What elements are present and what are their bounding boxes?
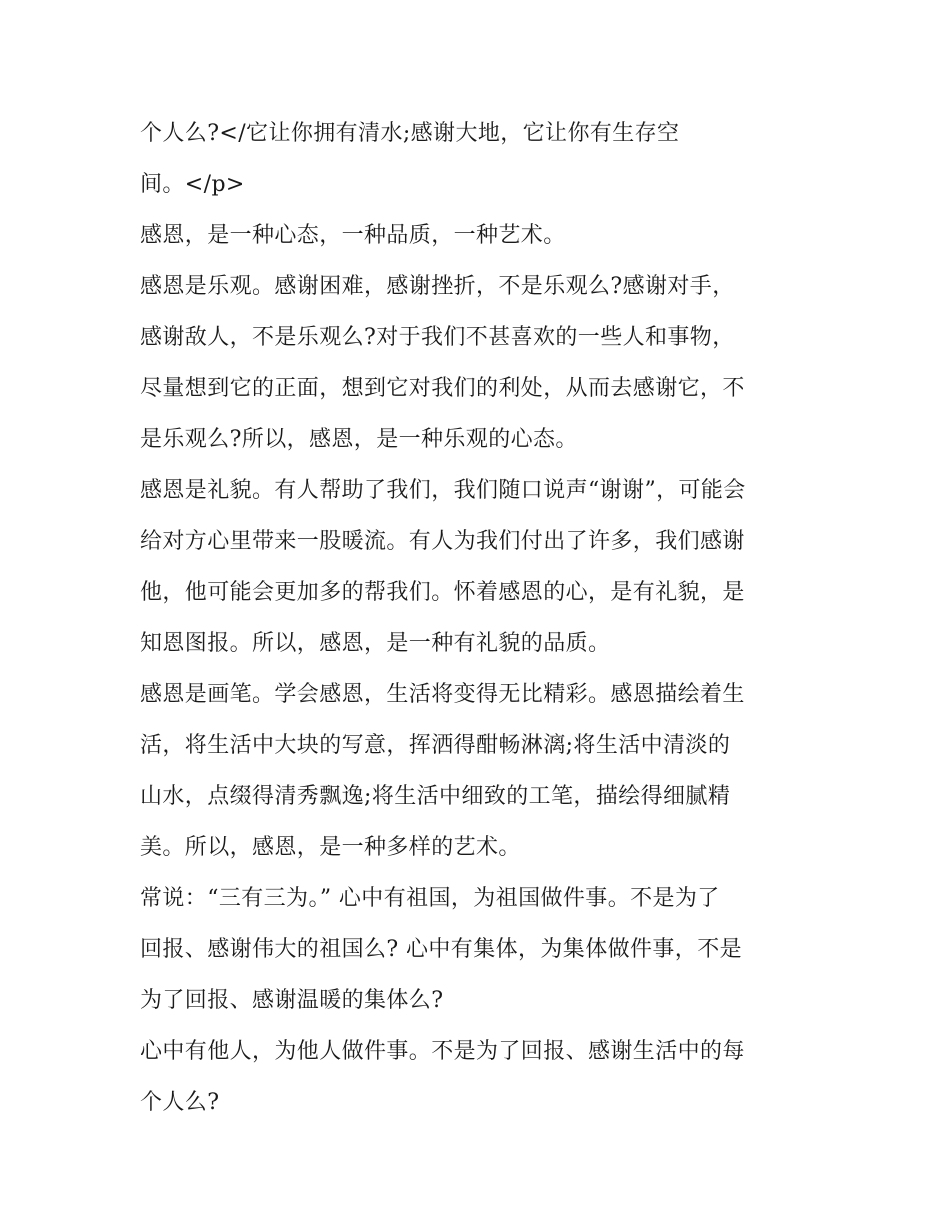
paragraph-3: 感恩是乐观。感谢困难，感谢挫折，不是乐观么?感谢对手， 感谢敌人，不是乐观么?对于我们不甚喜欢的一些人和事物， 尽量想到它的正面，想到它对我们的利处，从而去感谢它，不 是乐观么?所以，感恩，是一种乐观的心态。 bbox=[140, 274, 745, 452]
paragraph-4: 感恩是礼貌。有人帮助了我们，我们随口说声“谢谢”，可能会 给对方心里带来一股暖流。有人为我们付出了许多，我们感谢 他，他可能会更加多的帮我们。怀着感恩的心，是有礼貌，是 知恩图报。所以，感恩，是一种有礼貌的品质。 bbox=[140, 478, 746, 656]
paragraph-6: 常说：“三有三为。” 心中有祖国，为祖国做件事。不是为了 回报、感谢伟大的祖国么? 心中有集体，为集体做件事，不是 为了回报、感谢温暖的集体么? bbox=[140, 886, 742, 1013]
paragraph-2: 感恩，是一种心态，一种品质，一种艺术。 bbox=[140, 223, 566, 248]
paragraph-5: 感恩是画笔。学会感恩，生活将变得无比精彩。感恩描绘着生 活，将生活中大块的写意，挥洒得酣畅淋漓;将生活中清淡的 山水，点缀得清秀飘逸;将生活中细致的工笔，描绘得细腻精 美。所以，感恩，是一种多样的艺术。 bbox=[140, 682, 745, 860]
paragraph-7: 心中有他人，为他人做件事。不是为了回报、感谢生活中的每 个人么? bbox=[140, 1039, 745, 1115]
paragraph-1: 个人么?</它让你拥有清水;感谢大地，它让你有生存空 间。</p> bbox=[140, 121, 680, 197]
